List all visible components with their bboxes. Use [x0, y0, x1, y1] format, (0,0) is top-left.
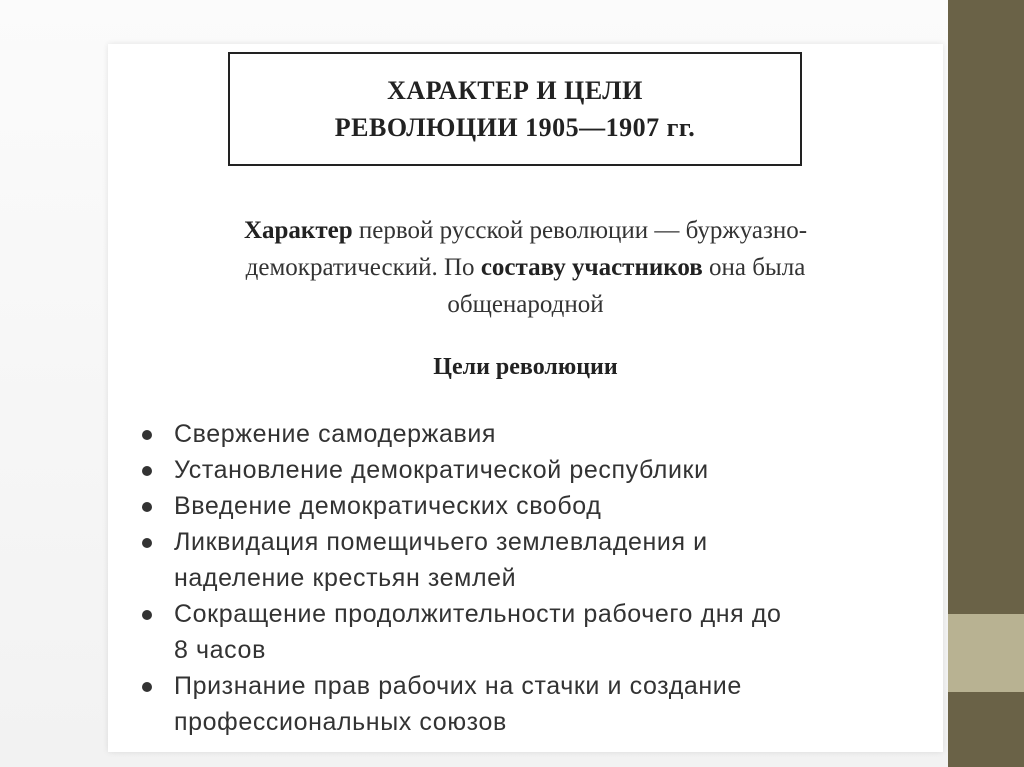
list-item — [136, 596, 926, 668]
list-item — [136, 416, 926, 452]
bullet-icon — [142, 610, 152, 620]
slide-page — [108, 44, 943, 752]
bullet-icon — [142, 430, 152, 440]
list-item-text: Ликвидация помещичьего землевладения и — [174, 528, 708, 556]
bullet-icon — [142, 682, 152, 692]
list-item — [136, 524, 926, 596]
title-line-2: РЕВОЛЮЦИИ 1905—1907 гг. — [334, 113, 696, 142]
list-item-text-continued: 8 часов — [174, 636, 266, 664]
list-item-text: Установление демократической республики — [174, 456, 709, 484]
intro-paragraph — [138, 212, 913, 323]
intro-text-4: общенародной — [447, 291, 604, 318]
title-box — [228, 52, 802, 166]
bullet-icon — [142, 538, 152, 548]
decorative-side-band-accent — [948, 614, 1024, 692]
title-line-1: ХАРАКТЕР И ЦЕЛИ — [387, 76, 643, 105]
goals-heading: Цели революции — [433, 354, 618, 380]
list-item-text: Признание прав рабочих на стачки и создание — [174, 672, 742, 700]
bullet-icon — [142, 502, 152, 512]
list-item-text-continued: наделение крестьян землей — [174, 564, 517, 592]
list-item-text: Сокращение продолжительности рабочего дня до — [174, 600, 782, 628]
intro-text-3: она была — [702, 254, 806, 281]
goals-list — [136, 416, 926, 740]
list-item-text: Свержение самодержавия — [174, 420, 497, 448]
bullet-icon — [142, 466, 152, 476]
intro-bold-composition: составу участников — [480, 254, 703, 281]
list-item-text: Введение демократических свобод — [174, 492, 602, 520]
list-item — [136, 488, 926, 524]
intro-text-2: демократический. По — [245, 254, 481, 281]
intro-bold-character: Характер — [243, 217, 353, 244]
list-item-text-continued: профессиональных союзов — [174, 708, 507, 736]
list-item — [136, 452, 926, 488]
intro-text-1: первой русской революции — буржуазно- — [352, 217, 808, 244]
list-item — [136, 668, 926, 740]
